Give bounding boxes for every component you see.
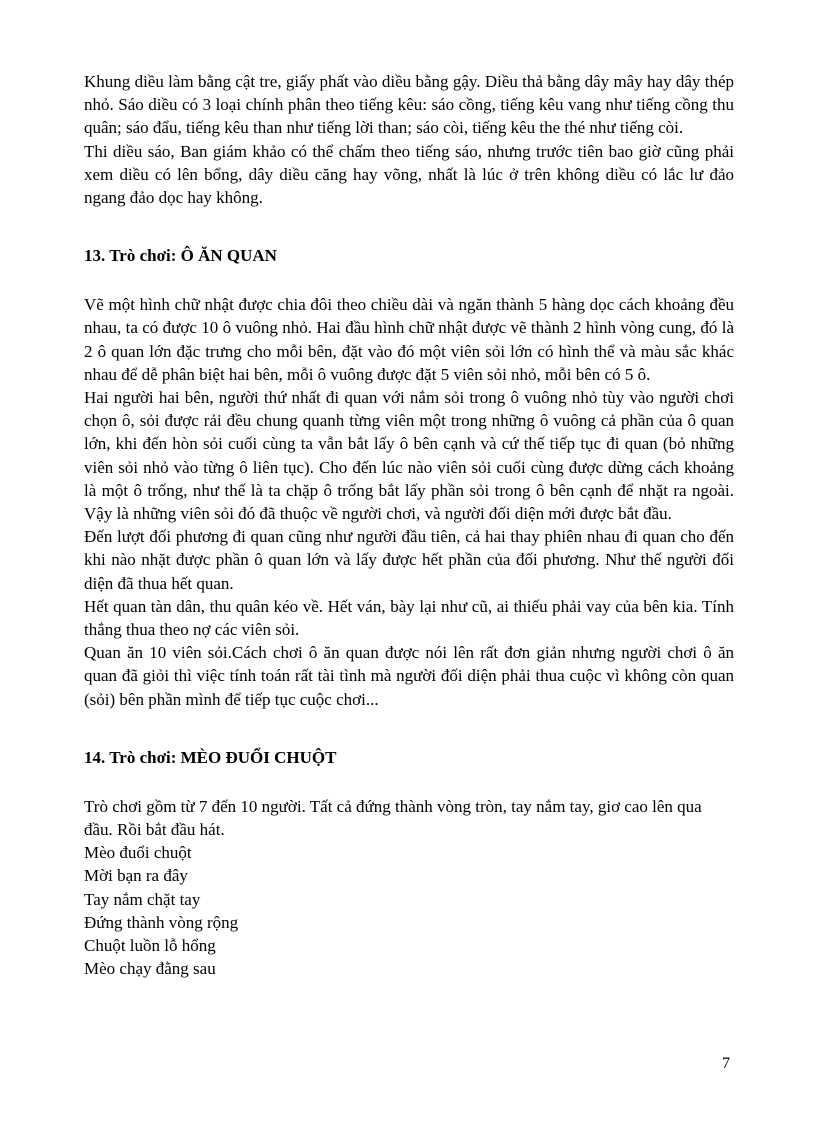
section-13-paragraph-4: Hết quan tàn dân, thu quân kéo về. Hết ván, bày lại như cũ, ai thiếu phải vay của bên kia. Tính thắng thua theo nợ các viên sỏi. xyxy=(84,596,734,640)
section-13-paragraph-5: Quan ăn 10 viên sỏi.Cách chơi ô ăn quan được nói lên rất đơn giản nhưng người chơi ô ăn quan đã giỏi thì việc tính toán rất tài tình mà người đối diện phải thua cuộc vì không còn quan (sỏi) bên phần mình để tiếp tục cuộc chơi... xyxy=(84,643,734,709)
page-number: 7 xyxy=(722,1055,730,1072)
section-13-paragraph-2: Hai người hai bên, người thứ nhất đi quan với nắm sỏi trong ô vuông nhỏ tùy vào người chơi chọn ô, sỏi được rải đều chung quanh từng viên một trong những ô vuông cả phần của ô quan lớn, khi đến hòn sỏi cuối cùng ta vẫn bắt lấy ô bên cạnh và cứ thế tiếp tục đi quan (bỏ những viên sỏi nhỏ vào từng ô liên tục). Cho đến lúc nào viên sỏi cuối cùng được dừng cách khoảng là một ô trống, như thế là ta chặp ô trống bắt lấy phần sỏi trong ô bên cạnh để nhặt ra ngoài. Vậy là những viên sỏi đó đã thuộc về người chơi, và người đối diện mới được bắt đầu. xyxy=(84,388,734,524)
verse-line-4: Đứng thành vòng rộng xyxy=(84,912,239,932)
verse-line-5: Chuột luồn lỗ hổng xyxy=(84,936,216,956)
verse-line-6: Mèo chạy đằng sau xyxy=(84,959,216,979)
section-14-paragraph-1: Trò chơi gồm từ 7 đến 10 người. Tất cả đứng thành vòng tròn, tay nắm tay, giơ cao lên qua đầu. Rồi bắt đầu hát. xyxy=(84,796,702,840)
section-14-heading: 14. Trò chơi: MÈO ĐUỔI CHUỘT xyxy=(84,747,337,767)
verse-line-1: Mèo đuổi chuột xyxy=(84,843,192,863)
section-13-heading: 13. Trò chơi: Ô ĂN QUAN xyxy=(84,246,277,266)
intro-paragraph-2: Thi diều sáo, Ban giám khảo có thể chấm theo tiếng sáo, nhưng trước tiên bao giờ cũng phải xem diều có lên bổng, dây diều căng hay võng, nhất là lúc ở trên không diều có lắc lư đảo ngang đảo dọc hay không. xyxy=(84,141,734,208)
section-13-paragraph-3: Đến lượt đối phương đi quan cũng như người đầu tiên, cả hai thay phiên nhau đi quan cho đến khi nào nhặt được phần ô quan lớn và lấy được hết phần của đối phương. Như thế người đối diện đã thua hết quan. xyxy=(84,527,734,593)
intro-paragraph-1: Khung diều làm bằng cật tre, giấy phất vào diều bằng gậy. Diều thả bằng dây mây hay dây thép nhỏ. Sáo diều có 3 loại chính phân theo tiếng kêu: sáo cồng, tiếng kêu vang như tiếng cồng thu quân; sáo đẩu, tiếng kêu than như tiếng lời than; sáo còi, tiếng kêu the thé như tiếng còi. xyxy=(84,72,734,138)
verse-line-3: Tay nắm chặt tay xyxy=(84,889,201,909)
page-content xyxy=(84,70,734,981)
verse-line-2: Mời bạn ra đây xyxy=(84,866,188,886)
section-13-paragraph-1: Vẽ một hình chữ nhật được chia đôi theo chiều dài và ngăn thành 5 hàng dọc cách khoảng đều nhau, ta có được 10 ô vuông nhỏ. Hai đầu hình chữ nhật được vẽ thành 2 hình vòng cung, đó là 2 ô quan lớn đặc trưng cho mỗi bên, đặt vào đó một viên sỏi lớn có hình thể và màu sắc khác nhau để dễ phân biệt hai bên, mỗi ô vuông được đặt 5 viên sỏi nhỏ, mỗi bên có 5 ô. xyxy=(84,295,734,384)
